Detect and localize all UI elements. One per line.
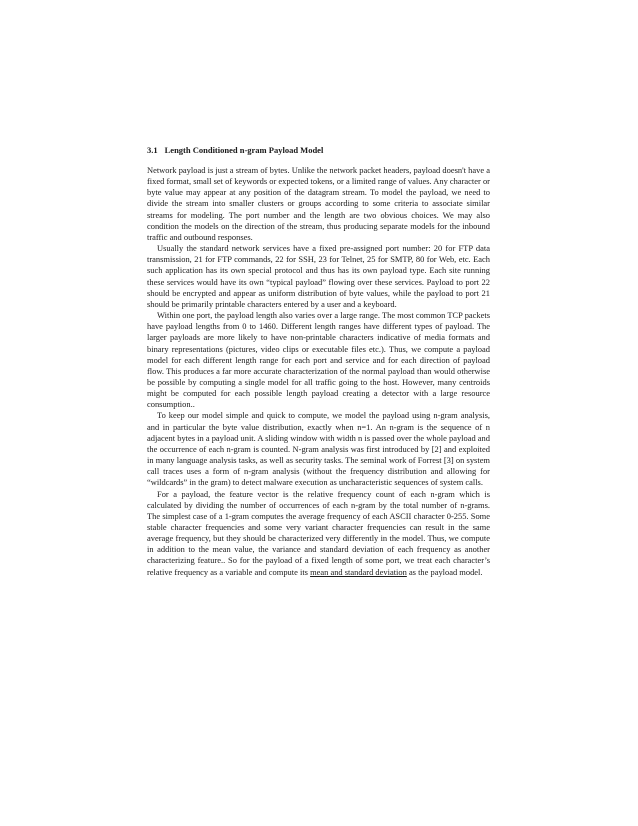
paragraph-2: Usually the standard network services have a fixed pre-assigned port number: 20 for FTP data transmission, 21 for FTP commands, 22 for SSH, 23 for Telnet, 25 for SMTP, 80 for Web, etc. Each such application has its own special protocol and thus has its own payload type. Each site running these services would have its own “typical payload” flowing over these services. Payload to port 22 should be encrypted and appear as uniform distribution of byte values, while the payload to port 21 should be primarily printable characters entered by a user and a keyboard.: [147, 243, 490, 309]
paragraph-5-text-after: as the payload model.: [406, 566, 483, 577]
section-number: 3.1: [147, 145, 158, 155]
underlined-phrase: mean and standard deviation: [310, 566, 407, 577]
section-title: Length Conditioned n-gram Payload Model: [164, 145, 324, 155]
paragraph-1: Network payload is just a stream of bytes. Unlike the network packet headers, payload doesn't have a fixed format, small set of keywords or expected tokens, or a limited range of values. Any character or byte value may appear at any position of the datagram stream. To model the payload, we need to divide the stream into smaller clusters or groups according to some criteria to associate similar streams for modeling. The port number and the length are two obvious choices. We may also condition the models on the direction of the stream, thus producing separate models for the inbound traffic and outbound responses.: [147, 165, 490, 242]
paragraph-5: [147, 489, 490, 578]
section-heading: [147, 144, 490, 156]
document-page: [147, 144, 490, 578]
paragraph-3: Within one port, the payload length also varies over a large range. The most common TCP packets have payload lengths from 0 to 1460. Different length ranges have different types of payload. The larger payloads are more likely to have non-printable characters indicative of media formats and binary representations (pictures, video clips or executable files etc.). Thus, we compute a payload model for each different length range for each port and service and for each direction of payload flow. This produces a far more accurate characterization of the normal payload than would otherwise be possible by computing a single model for all traffic going to the host. However, many centroids might be computed for each possible length payload creating a detector with a large resource consumption..: [147, 310, 490, 410]
paragraph-5-text-before: For a payload, the feature vector is the relative frequency count of each n-gram which is calculated by dividing the number of occurrences of each n-gram by the total number of n-grams. The simplest case of a 1-gram computes the average frequency of each ASCII character 0-255. Some stable character frequencies and some very variant character frequencies can result in the same average frequency, but they should be characterized very differently in the model. Thus, we compute in addition to the mean value, the variance and standard deviation of each frequency as another characterizing feature.. So for the payload of a fixed length of some port, we treat each character’s relative frequency as a variable and compute its: [147, 488, 490, 577]
paragraph-4: To keep our model simple and quick to compute, we model the payload using n-gram analysis, and in particular the byte value distribution, exactly when n=1. An n-gram is the sequence of n adjacent bytes in a payload unit. A sliding window with width n is passed over the whole payload and the occurrence of each n-gram is counted. N-gram analysis was first introduced by [2] and exploited in many language analysis tasks, as well as security tasks. The seminal work of Forrest [3] on system call traces uses a form of n-gram analysis (without the frequency distribution and allowing for “wildcards” in the gram) to detect malware execution as uncharacteristic sequences of system calls.: [147, 410, 490, 488]
